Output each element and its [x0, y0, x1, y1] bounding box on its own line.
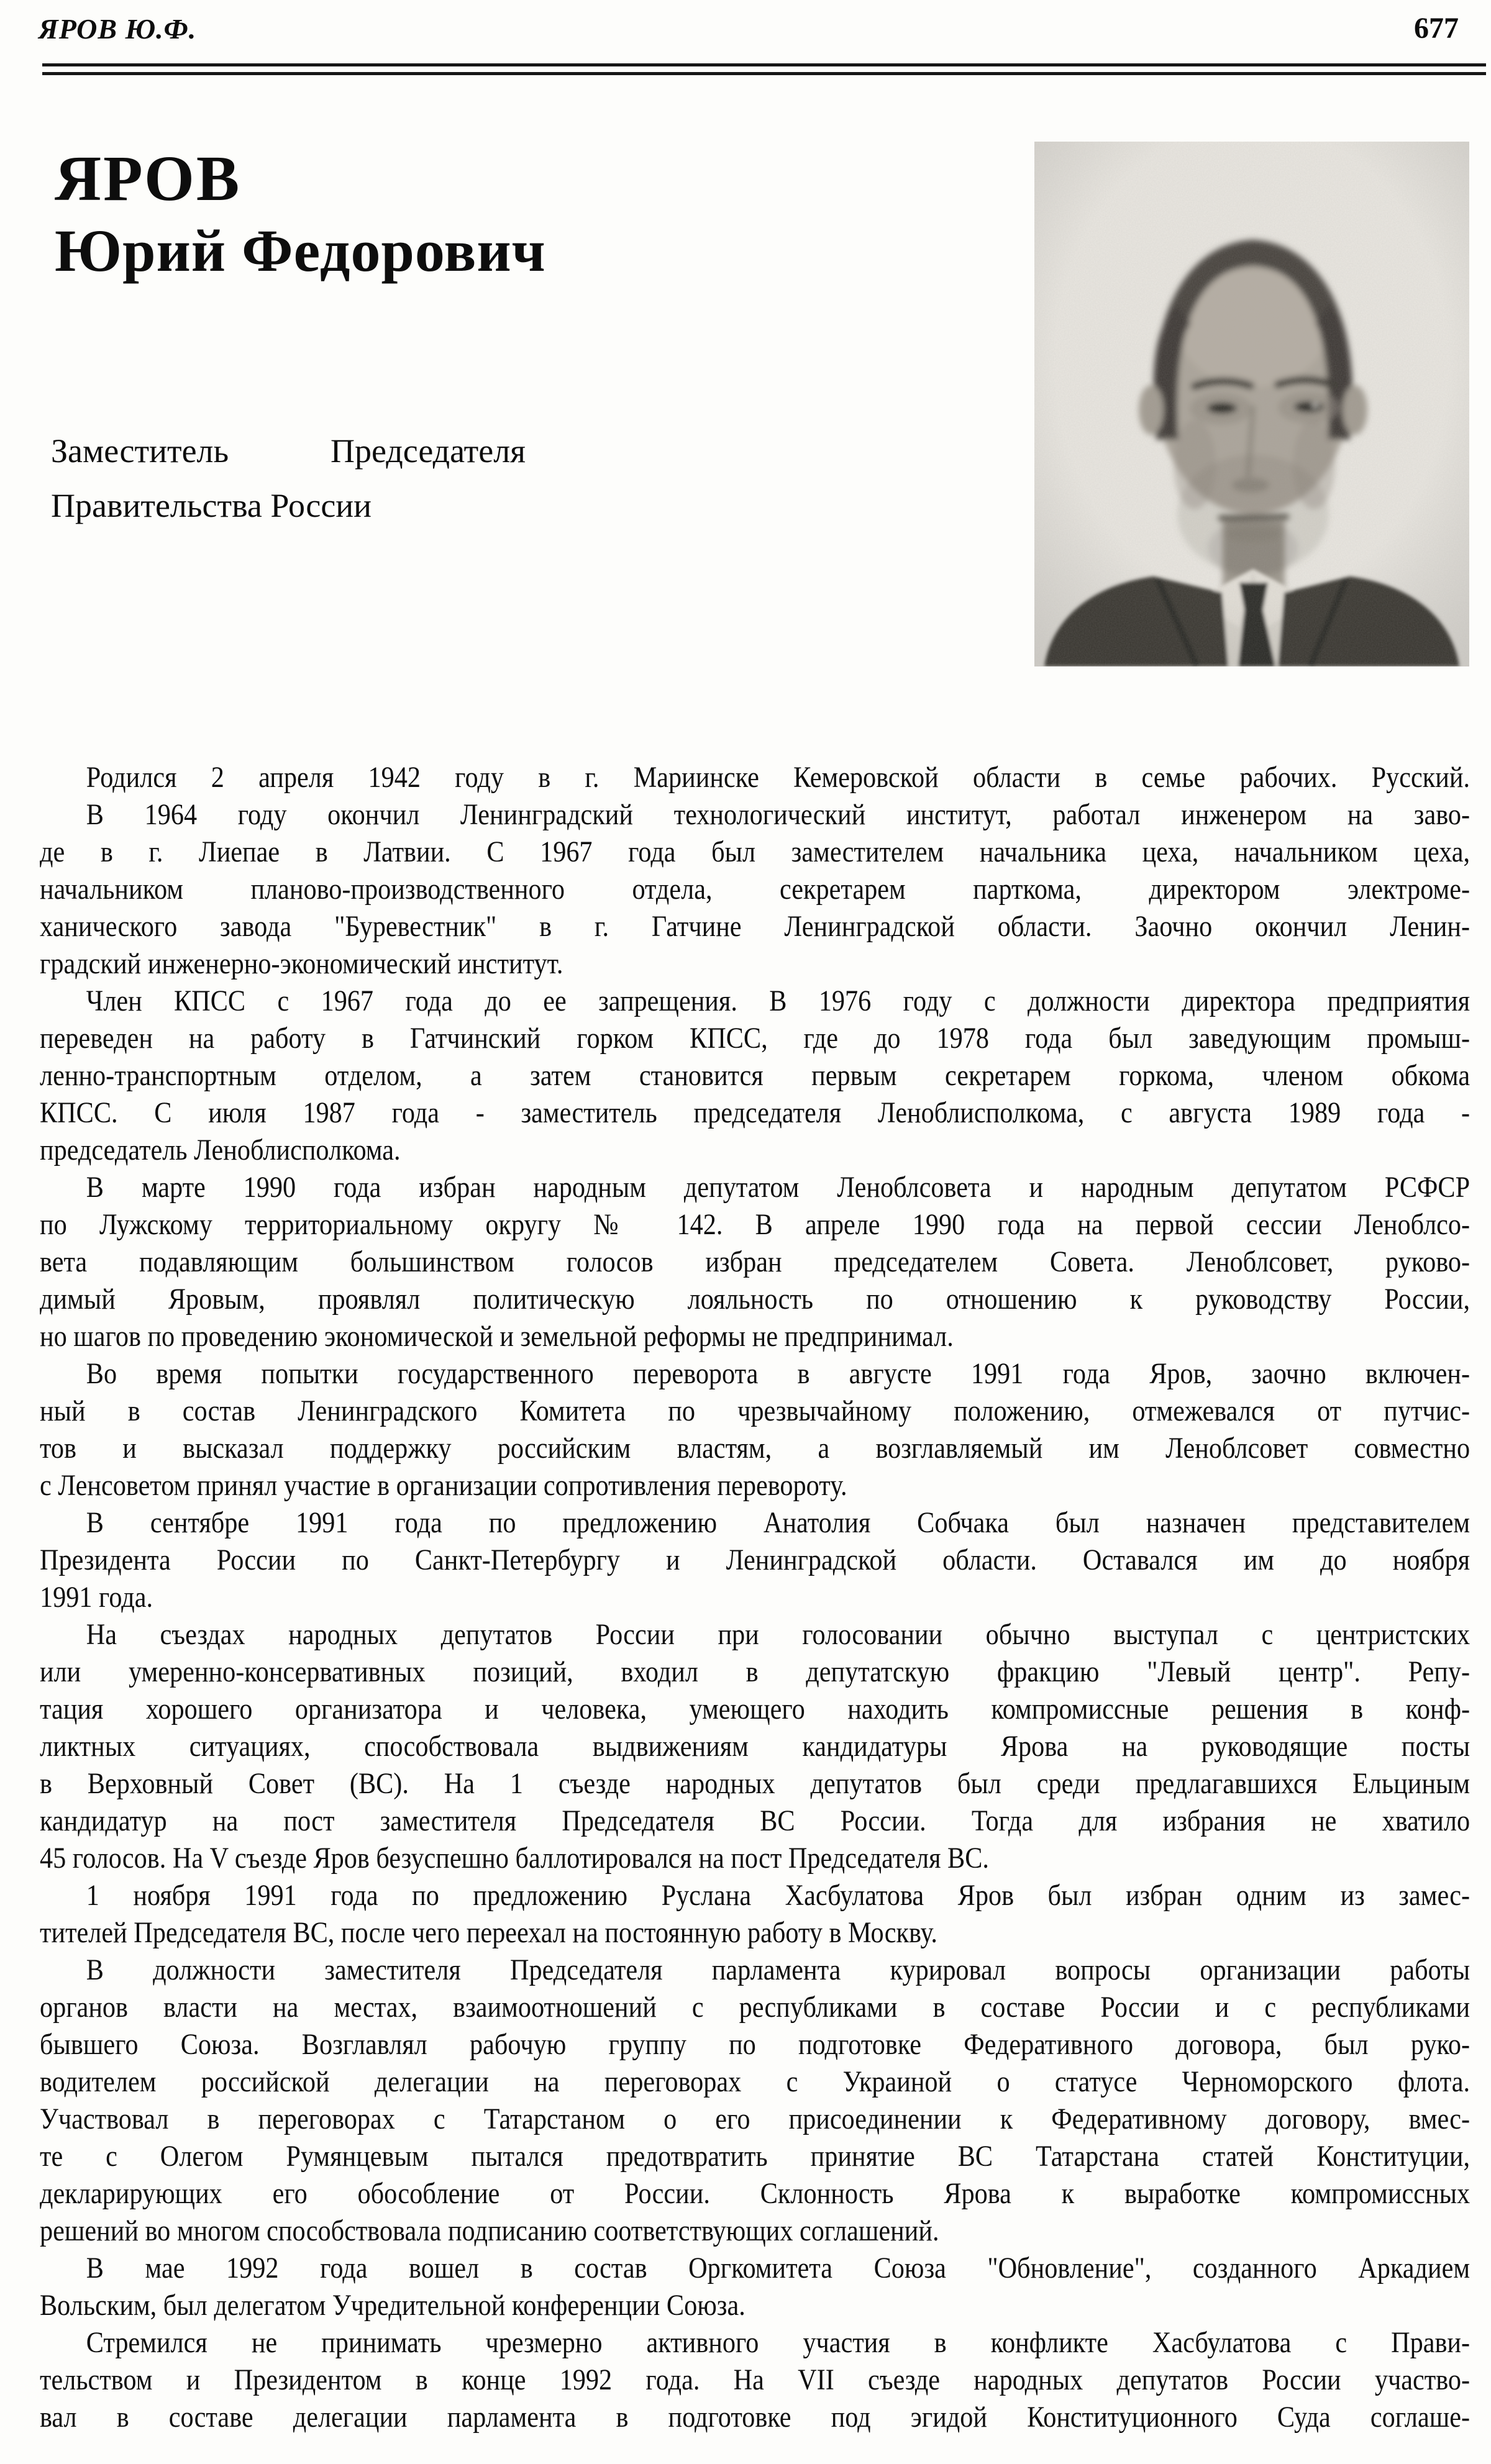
bio-text-line: но шагов по проведению экономической и земельной реформы не предпринимал. [40, 1320, 954, 1353]
profile-surname: ЯРОВ [55, 143, 242, 214]
bio-text-line: 1991 года. [40, 1581, 153, 1614]
bio-text-line: вал в составе делегации парламента в подготовке под эгидой Конституционного Суда соглаше- [40, 2401, 1470, 2434]
bio-text-line: В сентябре 1991 года по предложению Анатолия Собчака был назначен представителем [86, 1506, 1470, 1539]
bio-text-line: Вольским, был делегатом Учредительной конференции Союза. [40, 2289, 746, 2322]
biography-text [40, 759, 1470, 2436]
portrait-photo-illustration [1034, 142, 1469, 666]
portrait-photo [1034, 142, 1469, 666]
bio-text-line: или умеренно-консервативных позиций, входил в депутатскую фракцию "Левый центр". Репу- [40, 1655, 1470, 1688]
page-number: 677 [1414, 12, 1459, 45]
profile-name: Юрий Федорович [55, 217, 546, 284]
bio-text-line: ликтных ситуациях, способствовала выдвижениям кандидатуры Ярова на руководящие посты [40, 1730, 1470, 1763]
bio-text-line: градский инженерно-экономический институт. [40, 947, 563, 980]
bio-text-line: КПСС. С июля 1987 года - заместитель председателя Леноблисполкома, с августа 1989 года - [40, 1096, 1470, 1129]
bio-text-line: В должности заместителя Председателя парламента курировал вопросы организации работы [86, 1953, 1470, 1986]
bio-text-line: тация хорошего организатора и человека, умеющего находить компромиссные решения в конф- [40, 1693, 1470, 1725]
bio-text-line: председатель Леноблисполкома. [40, 1134, 401, 1166]
bio-text-line: водителем российской делегации на переговорах с Украиной о статусе Черноморского флота. [40, 2065, 1470, 2098]
bio-text-line: начальником планово-производственного отдела, секретарем парткома, директором электроме- [40, 873, 1470, 906]
bio-text-line: Участвовал в переговорах с Татарстаном о его присоединении к Федеративному договору, вмес- [40, 2103, 1470, 2135]
bio-text-line: ный в состав Ленинградского Комитета по чрезвычайному положению, отмежевался от путчис- [40, 1394, 1470, 1427]
bio-text-line: декларирующих его обособление от России. Склонность Ярова к выработке компромиссных [40, 2177, 1470, 2210]
bio-text-line: решений во многом способствовала подписанию соответствующих соглашений. [40, 2214, 939, 2247]
bio-text-line: вета подавляющим большинством голосов избран председателем Совета. Леноблсовет, руково- [40, 1245, 1470, 1278]
bio-text-line: тов и высказал поддержку российским властям, а возглавляемый им Леноблсовет совместно [40, 1432, 1470, 1465]
double-rule-top [42, 63, 1486, 66]
bio-text-line: Стремился не принимать чрезмерно активного участия в конфликте Хасбулатова с Прави- [86, 2326, 1470, 2359]
bio-text-line: В марте 1990 года избран народным депутатом Леноблсовета и народным депутатом РСФСР [86, 1171, 1470, 1204]
bio-text-line: Родился 2 апреля 1942 году в г. Мариинске Кемеровской области в семье рабочих. Русский. [86, 761, 1470, 794]
bio-text-line: с Ленсоветом принял участие в организации сопротивления перевороту. [40, 1469, 847, 1502]
bio-text-line: де в г. Лиепае в Латвии. С 1967 года был заместителем начальника цеха, начальником цеха, [40, 835, 1470, 868]
bio-text-line: органов власти на местах, взаимоотношений с республиками в составе России и с республиками [40, 1991, 1470, 2024]
bio-text-line: бывшего Союза. Возглавлял рабочую группу по подготовке Федеративного договора, был руко- [40, 2028, 1470, 2061]
bio-text-line: В мае 1992 года вошел в состав Оргкомитета Союза "Обновление", созданного Аркадием [86, 2252, 1470, 2284]
bio-text-line: тельством и Президентом в конце 1992 года. На VII съезде народных депутатов России участво- [40, 2363, 1470, 2396]
bio-text-line: тителей Председателя ВС, после чего переехал на постоянную работу в Москву. [40, 1916, 937, 1949]
position-line-2: Правительства России [51, 487, 372, 524]
bio-text-line: переведен на работу в Гатчинский горком КПСС, где до 1978 года был заведующим промыш- [40, 1022, 1470, 1055]
bio-text-line: в Верховный Совет (ВС). На 1 съезде народных депутатов был среди предлагавшихся Ельциным [40, 1767, 1470, 1800]
bio-text-line: 1 ноября 1991 года по предложению Руслана Хасбулатова Яров был избран одним из замес- [86, 1879, 1470, 1912]
bio-text-line: Президента России по Санкт-Петербургу и Ленинградской области. Оставался им до ноября [40, 1543, 1470, 1576]
bio-text-line: по Лужскому территориальному округу № 142. В апреле 1990 года на первой сессии Леноблсо- [40, 1208, 1470, 1241]
bio-text-line: В 1964 году окончил Ленинградский технологический институт, работал инженером на заво- [86, 798, 1470, 831]
double-rule-bottom [42, 72, 1486, 75]
bio-text-line: кандидатур на пост заместителя Председателя ВС России. Тогда для избрания не хватило [40, 1804, 1470, 1837]
bio-text-line: Во время попытки государственного переворота в августе 1991 года Яров, заочно включен- [86, 1357, 1470, 1390]
position-line-1: Заместитель Председателя [51, 432, 526, 470]
position-title [51, 434, 526, 523]
bio-text-line: те с Олегом Румянцевым пытался предотвратить принятие ВС Татарстана статей Конституции, [40, 2140, 1470, 2173]
bio-text-line: На съездах народных депутатов России при голосовании обычно выступал с центристских [86, 1618, 1470, 1651]
running-header: ЯРОВ Ю.Ф. [39, 13, 197, 45]
bio-text-line: Член КПСС с 1967 года до ее запрещения. В 1976 году с должности директора предприятия [86, 984, 1470, 1017]
bio-text-line: ханического завода "Буревестник" в г. Гатчине Ленинградской области. Заочно окончил Ленин- [40, 910, 1470, 943]
bio-text-line: ленно-транспортным отделом, а затем становится первым секретарем горкома, членом обкома [40, 1059, 1470, 1092]
bio-text-line: 45 голосов. На V съезде Яров безуспешно баллотировался на пост Председателя ВС. [40, 1842, 989, 1875]
bio-text-line: димый Яровым, проявлял политическую лояльность по отношению к руководству России, [40, 1283, 1470, 1316]
